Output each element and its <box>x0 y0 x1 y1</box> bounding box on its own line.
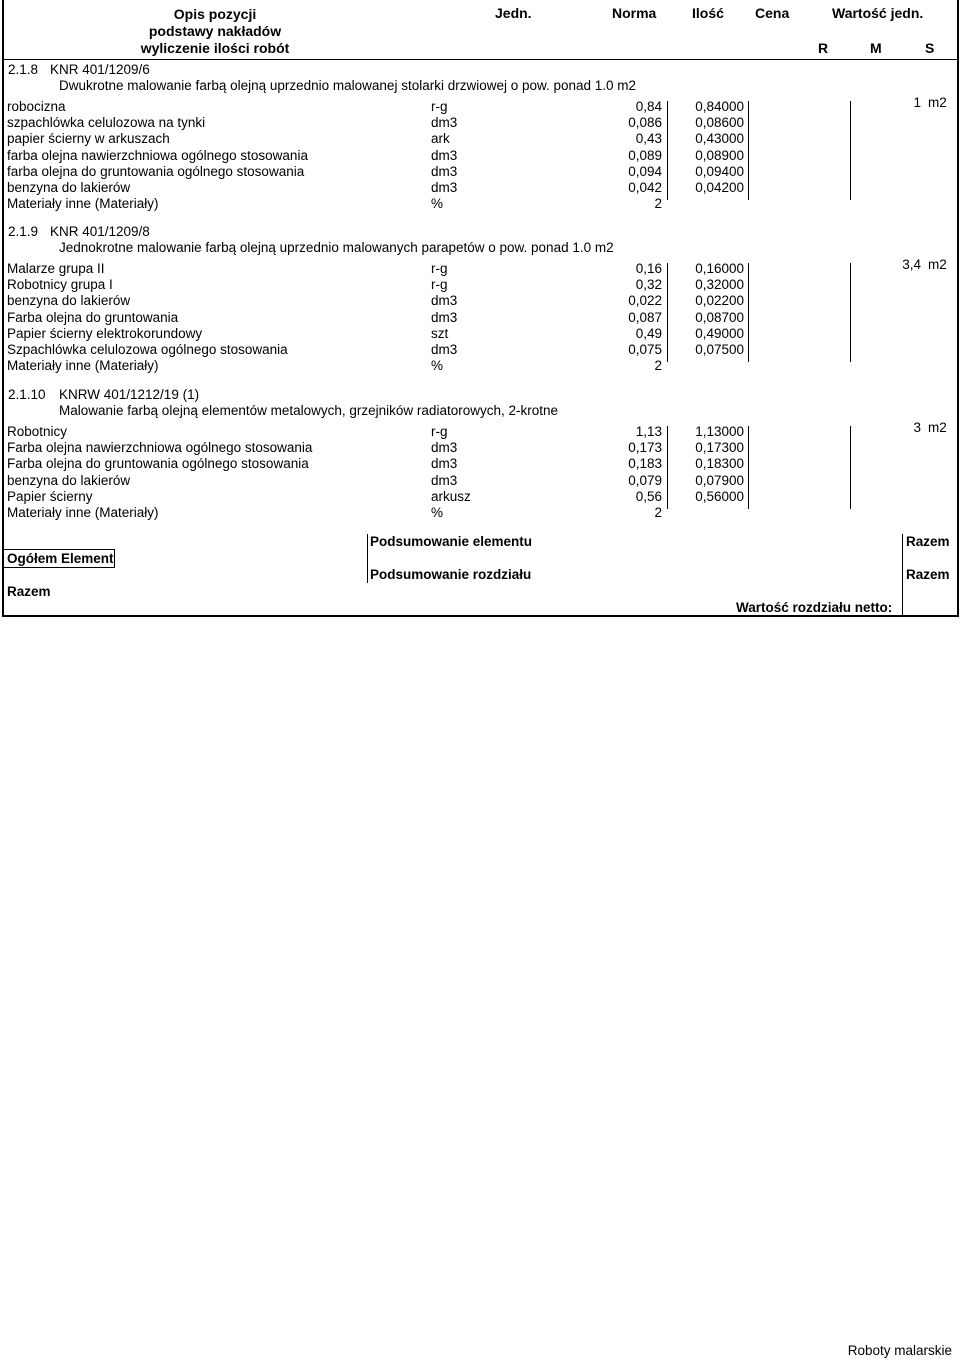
resource-norma: 0,022 <box>628 293 662 309</box>
resource-unit: dm3 <box>431 456 458 472</box>
resource-norma: 0,32 <box>635 276 662 292</box>
position-code: KNR 401/1209/8 <box>50 224 150 239</box>
resource-norma: 0,086 <box>628 114 662 130</box>
summary-rozdzial-razem: Razem <box>906 567 950 582</box>
summary-vline-left <box>367 534 368 583</box>
header-description <box>140 6 290 57</box>
column-separator <box>667 101 668 201</box>
header-jedn: Jedn. <box>495 5 532 21</box>
summary-rozdzial-label: Podsumowanie rozdziału <box>370 567 532 582</box>
position-quantity: 1 <box>913 94 921 110</box>
position-title: Malowanie farbą olejną elementów metalowych, grzejników radiatorowych, 2-krotne <box>59 403 558 419</box>
resource-ilosc: 0,07500 <box>695 342 744 358</box>
resource-norma: 0,43 <box>635 131 662 147</box>
resource-name: Materiały inne (Materiały) <box>7 505 159 521</box>
footer-chapter: Roboty malarskie <box>847 1343 952 1358</box>
resource-name: Farba olejna do gruntowania <box>7 309 179 325</box>
resource-ilosc: 0,56000 <box>695 488 744 504</box>
header-wartosc: Wartość jedn. <box>832 5 924 21</box>
resource-unit: szt <box>431 325 449 341</box>
resource-norma: 2 <box>654 358 662 374</box>
header-desc-line-2: podstawy nakładów <box>148 23 282 39</box>
position-number: 2.1.8 <box>8 62 39 77</box>
summary-vline-right <box>902 534 903 616</box>
header-divider <box>2 59 959 60</box>
resource-name: Farba olejna nawierzchniowa ogólnego stosowania <box>7 439 313 455</box>
resource-unit: arkusz <box>431 488 471 504</box>
summary-netto: Wartość rozdziału netto: <box>736 600 893 615</box>
resource-unit: dm3 <box>431 293 458 309</box>
resource-unit: dm3 <box>431 472 458 488</box>
header-s: S <box>925 40 935 56</box>
resource-ilosc: 0,49000 <box>695 325 744 341</box>
header-desc-line-3: wyliczenie ilości robót <box>140 40 290 56</box>
resource-unit: dm3 <box>431 163 458 179</box>
resource-ilosc: 1,13000 <box>695 423 744 439</box>
resource-unit: dm3 <box>431 439 458 455</box>
resource-norma: 0,173 <box>628 439 662 455</box>
resource-norma: 0,56 <box>635 488 662 504</box>
resource-name: benzyna do lakierów <box>7 293 131 309</box>
position-quantity: 3,4 <box>902 256 921 272</box>
resource-ilosc: 0,43000 <box>695 131 744 147</box>
column-separator <box>667 263 668 363</box>
resource-unit: r-g <box>431 276 448 292</box>
header-m: M <box>870 40 882 56</box>
resource-ilosc: 0,16000 <box>695 260 744 276</box>
position-quantity: 3 <box>913 419 921 435</box>
resource-name: Malarze grupa II <box>7 260 105 276</box>
summary-ogolem: Ogółem Element <box>7 551 114 566</box>
resource-norma: 1,13 <box>635 423 662 439</box>
resource-norma: 0,079 <box>628 472 662 488</box>
resource-unit: r-g <box>431 260 448 276</box>
position-title: Jednokrotne malowanie farbą olejną uprzednio malowanych parapetów o pow. ponad 1.0 m2 <box>59 240 614 256</box>
resource-ilosc: 0,17300 <box>695 439 744 455</box>
resource-norma: 0,075 <box>628 342 662 358</box>
resource-norma: 0,49 <box>635 325 662 341</box>
header-desc-line-1: Opis pozycji <box>173 6 257 22</box>
column-separator <box>850 426 851 510</box>
resource-norma: 0,84 <box>635 98 662 114</box>
resource-unit: r-g <box>431 98 448 114</box>
resource-name: robocizna <box>7 98 66 114</box>
position-number: 2.1.9 <box>8 224 39 239</box>
resource-ilosc: 0,32000 <box>695 276 744 292</box>
position-number: 2.1.10 <box>8 387 46 402</box>
position-title: Dwukrotne malowanie farbą olejną uprzednio malowanej stolarki drzwiowej o pow. ponad 1.0 m2 <box>59 78 637 94</box>
position-code: KNRW 401/1212/19 (1) <box>59 387 200 402</box>
resource-name: Papier ścierny elektrokorundowy <box>7 325 203 341</box>
resource-name: Papier ścierny <box>7 488 93 504</box>
resource-norma: 0,094 <box>628 163 662 179</box>
resource-ilosc: 0,07900 <box>695 472 744 488</box>
resource-ilosc: 0,08700 <box>695 309 744 325</box>
resource-name: Robotnicy <box>7 423 68 439</box>
resource-name: Robotnicy grupa I <box>7 276 113 292</box>
resource-ilosc: 0,08900 <box>695 147 744 163</box>
column-separator <box>850 263 851 363</box>
resource-norma: 0,16 <box>635 260 662 276</box>
resource-unit: ark <box>431 131 450 147</box>
column-separator <box>748 263 749 363</box>
header-cena: Cena <box>755 5 790 21</box>
position-quantity-unit: m2 <box>928 419 947 435</box>
resource-unit: % <box>431 358 444 374</box>
resource-name: papier ścierny w arkuszach <box>7 131 170 147</box>
resource-ilosc: 0,84000 <box>695 98 744 114</box>
column-separator <box>748 101 749 201</box>
header-norma: Norma <box>612 5 657 21</box>
resource-ilosc: 0,18300 <box>695 456 744 472</box>
resource-unit: dm3 <box>431 114 458 130</box>
resource-name: Farba olejna do gruntowania ogólnego stosowania <box>7 456 309 472</box>
resource-unit: dm3 <box>431 180 458 196</box>
resource-name: farba olejna do gruntowania ogólnego stosowania <box>7 163 305 179</box>
position-quantity-unit: m2 <box>928 94 947 110</box>
header-r: R <box>818 40 829 56</box>
resource-unit: % <box>431 196 444 212</box>
summary-element-razem: Razem <box>906 534 950 549</box>
resource-unit: r-g <box>431 423 448 439</box>
position-code: KNR 401/1209/6 <box>50 62 150 77</box>
column-separator <box>667 426 668 510</box>
resource-unit: % <box>431 505 444 521</box>
resource-norma: 0,183 <box>628 456 662 472</box>
resource-unit: dm3 <box>431 309 458 325</box>
resource-ilosc: 0,08600 <box>695 114 744 130</box>
resource-name: farba olejna nawierzchniowa ogólnego stosowania <box>7 147 308 163</box>
resource-name: benzyna do lakierów <box>7 180 131 196</box>
resource-unit: dm3 <box>431 342 458 358</box>
resource-ilosc: 0,09400 <box>695 163 744 179</box>
column-separator <box>850 101 851 201</box>
resource-norma: 2 <box>654 505 662 521</box>
resource-name: Materiały inne (Materiały) <box>7 196 159 212</box>
resource-name: Materiały inne (Materiały) <box>7 358 159 374</box>
resource-ilosc: 0,04200 <box>695 180 744 196</box>
resource-ilosc: 0,02200 <box>695 293 744 309</box>
resource-norma: 2 <box>654 196 662 212</box>
resource-name: Szpachlówka celulozowa ogólnego stosowania <box>7 342 288 358</box>
position-quantity-unit: m2 <box>928 256 947 272</box>
resource-norma: 0,087 <box>628 309 662 325</box>
column-separator <box>748 426 749 510</box>
resource-unit: dm3 <box>431 147 458 163</box>
resource-norma: 0,089 <box>628 147 662 163</box>
summary-element-label: Podsumowanie elementu <box>370 534 533 549</box>
summary-razem: Razem <box>7 584 51 599</box>
header-ilosc: Ilość <box>692 5 724 21</box>
resource-name: benzyna do lakierów <box>7 472 131 488</box>
resource-name: szpachlówka celulozowa na tynki <box>7 114 206 130</box>
resource-norma: 0,042 <box>628 180 662 196</box>
